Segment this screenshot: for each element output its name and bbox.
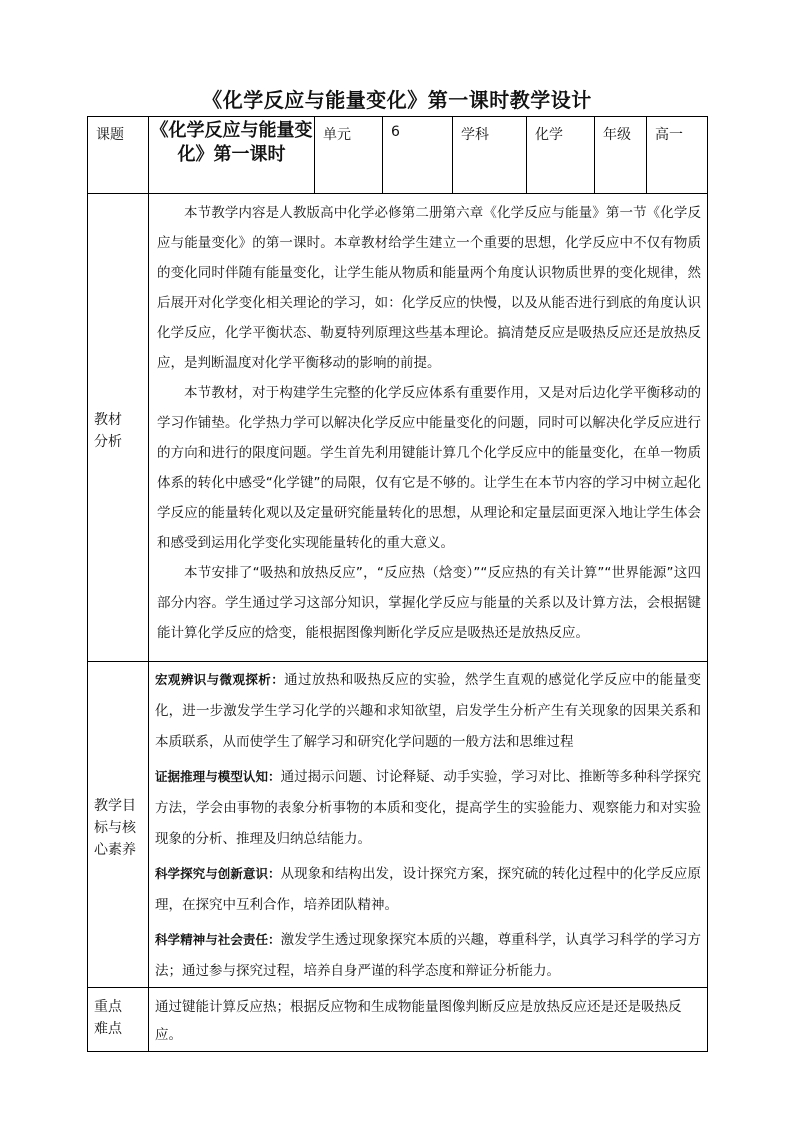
unit-value: 6 — [391, 124, 400, 140]
goals-label-line1: 教学目 — [94, 797, 136, 814]
analysis-paragraph: 本节教材，对于构建学生完整的化学反应体系有重要作用，又是对后边化学平衡移动的学习作铺垫。化学热力学可以解决化学反应中能量变化的问题，同时可以解决化学反应进行的方向和进行的限度问题。学生首先利用键能计算几个化学反应中的能量变化，在单一物质体系的转化中感受“化学键”的局限，仅有它是不够的。让学生在本节内容的学习中树立起化学反应的能量转化观以及定量研究能量转化的思想，从理论和定量层面更深入地让学生体会和感受到运用化学变化实现能量转化的重大意义。 — [157, 385, 701, 551]
goal-text: 通过揭示问题、讨论释疑、动手实验，学习对比、推断等多种科学探究方法，学会由事物的表象分析事物的本质和变化，提高学生的实验能力、观察能力和对实验现象的分析、推理及归纳总结能力。 — [155, 769, 701, 847]
unit-label-cell — [315, 117, 383, 194]
goals-label-line2: 标与核 — [94, 819, 136, 836]
topic-label: 课题 — [96, 127, 124, 143]
goals-content-cell — [149, 662, 708, 988]
document-title: 《化学反应与能量变化》第一课时教学设计 — [202, 88, 592, 112]
goal-key: 证据推理与模型认知： — [155, 769, 281, 784]
grade-value-cell — [647, 117, 708, 194]
subject-value-cell — [527, 117, 595, 194]
goal-key: 宏观辨识与微观探析： — [155, 672, 285, 687]
key-points-row — [88, 988, 708, 1052]
topic-label-cell — [88, 117, 149, 194]
topic-value: 《化学反应与能量变化》第一课时 — [150, 120, 313, 165]
header-row — [88, 117, 708, 194]
analysis-content-cell — [149, 194, 708, 662]
subject-label-cell — [453, 117, 527, 194]
goal-item — [149, 664, 707, 758]
goal-item — [149, 761, 707, 855]
goals-label-cell — [88, 662, 149, 988]
key-points-content-cell — [149, 988, 708, 1052]
goals-row — [88, 662, 708, 988]
analysis-paragraph: 本节安排了“吸热和放热反应”，“反应热（焓变）”“反应热的有关计算”“世界能源”这四部分内容。学生通过学习这部分知识，掌握化学反应与能量的关系以及计算方法，会根据键能计算化学反应的焓变，能根据图像判断化学反应是吸热还是放热反应。 — [157, 565, 701, 641]
unit-value-cell — [383, 117, 453, 194]
goals-label-line3: 心素养 — [94, 841, 136, 858]
goal-text: 激发学生透过现象探究本质的兴趣，尊重科学，认真学习科学的学习方法；通过参与探究过程，培养自身严谨的科学态度和辩证分析能力。 — [155, 932, 701, 979]
grade-label: 年级 — [603, 127, 631, 143]
key-points-text: 通过键能计算反应热；根据反应物和生成物能量图像判断反应是放热反应还是还是吸热反应。 — [155, 999, 682, 1043]
topic-value-cell — [149, 117, 315, 194]
analysis-row — [88, 194, 708, 662]
grade-label-cell — [595, 117, 647, 194]
goal-item — [149, 924, 707, 987]
goal-item — [149, 858, 707, 921]
subject-label: 学科 — [461, 127, 489, 143]
lesson-plan-table — [87, 116, 708, 1052]
key-points-label-line1: 重点 — [94, 999, 122, 1015]
key-points-label-cell — [88, 988, 149, 1052]
unit-label: 单元 — [323, 127, 351, 143]
analysis-label-line1: 教材 — [94, 411, 122, 428]
analysis-paragraph: 本节教学内容是人教版高中化学必修第二册第六章《化学反应与能量》第一节《化学反应与能量变化》的第一课时。本章教材给学生建立一个重要的思想，化学反应中不仅有物质的变化同时伴随有能量变化，让学生能从物质和能量两个角度认识物质世界的变化规律，然后展开对化学变化相关理论的学习，如：化学反应的快慢，以及从能否进行到底的角度认识化学反应，化学平衡状态、勒夏特列原理这些基本理论。搞清楚反应是吸热反应还是放热反应，是判断温度对化学平衡移动的影响的前提。 — [157, 205, 701, 371]
goal-text: 从现象和结构出发，设计探究方案，探究硫的转化过程中的化学反应原理，在探究中互利合作，培养团队精神。 — [155, 866, 701, 913]
goal-key: 科学精神与社会责任： — [155, 932, 281, 947]
subject-value: 化学 — [535, 127, 563, 143]
analysis-label-line2: 分析 — [94, 433, 122, 450]
goal-key: 科学探究与创新意识： — [155, 866, 281, 881]
key-points-label-line2: 难点 — [94, 1021, 122, 1037]
analysis-label-cell — [88, 194, 149, 662]
grade-value: 高一 — [655, 127, 683, 143]
goal-text: 通过放热和吸热反应的实验，然学生直观的感觉化学反应中的能量变化，进一步激发学生学习化学的兴趣和求知欲望，启发学生分析产生有关现象的因果关系和本质联系，从而使学生了解学习和研究化学问题的一般方法和思维过程 — [155, 672, 701, 750]
